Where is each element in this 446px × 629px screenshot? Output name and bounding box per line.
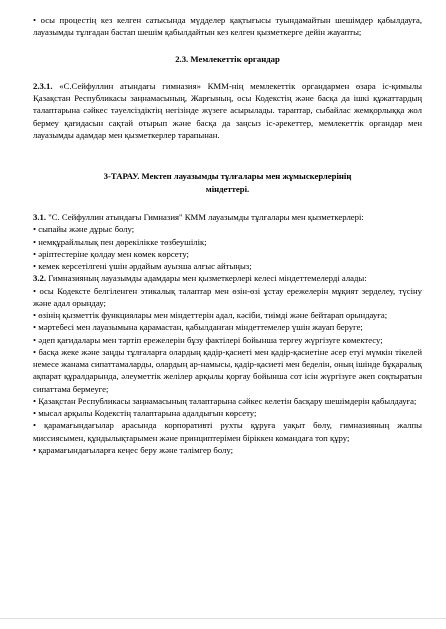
- list-item: • осы Кодексте белгіленген этикалық талаптар мен өзін-өзі ұстау ережелерін мұқият зерделеу, түсіну және адал орындау;: [33, 285, 422, 308]
- paragraph-text: "С. Сейфуллин атындағы Гимназия" КММ лауазымды тұлғалары мен қызметкерлері:: [46, 212, 364, 222]
- paragraph-text: «С.Сейфуллин атындағы гимназия» КММ-нің мемлекеттік органдармен өзара іс-қимылы Қазақстан Республикасы заңнамасының, Жарғының, осы Кодекстің және басқа да ішкі құжаттардың талаптарына сәйкес тәуелсіздіктің негізінде жүзеге асырылады. тараптар, сыбайлас жемқорлыққа жол бермеу қағидасын сақтай отырып және басқа да заңсыз іс-әрекеттер, мемлекеттік органдар мен лауазымды адамдар мен қызметкерлер тарапынан.: [33, 80, 422, 140]
- list-item: • Қазақстан Республикасы заңнамасының талаптарына сәйкес келетін басқару шешімдерін қабылдауға;: [33, 395, 417, 406]
- paragraph-2-3-1: [33, 80, 422, 141]
- list-item: • басқа жеке және заңды тұлғаларға олардың қадір-қасиеті мен қадір-қасиетіне әсер етуі мүмкін тікелей немесе жанама сипаттамаларды, олардың ар-намысы, қадір-қасиеті мен беделін, оның ішінде бұқаралық ақпарат құралдарында, әлеуметтік желілер арқылы қорғау бойынша сот ісін жүргізуге әкеп соқтыратын сипаттама бермеуге;: [33, 346, 422, 394]
- list-item: • сыпайы және дұрыс болу;: [33, 224, 135, 235]
- section-heading-2-3: 2.3. Мемлекеттік органдар: [175, 53, 280, 64]
- list-item: • әріптестеріне қолдау мен көмек көрсету;: [33, 248, 189, 259]
- paragraph-3-2: [33, 272, 422, 284]
- list-item: • мысал арқылы Кодекстің талаптарына адалдығын көрсету;: [33, 408, 257, 418]
- list-item: • өзінің қызметтік функциялары мен міндеттерін адал, кәсіби, тиімді және бейтарап орындауға;: [33, 310, 388, 320]
- chapter-heading-line-1: 3-ТАРАУ. Мектеп лауазымды тұлғалары мен жұмыскерлерінің: [103, 171, 352, 181]
- list-item: • немқұрайлылық пен дөрекілікке төзбеушілік;: [33, 236, 207, 247]
- paragraph-number: 3.1.: [33, 212, 47, 222]
- intro-bullet: • осы процестің кез келген сатысында мүдделер қақтығысы туындамайтын шешімдер қабылдауға, лауазымды тұлғадан бастап шешім қабылдайтын кез келген қызметкерге дейін жауапты;: [33, 15, 422, 38]
- list-item: • қарамағындағыларға кеңес беру және тәлімгер болу;: [33, 444, 234, 455]
- paragraph-3-1: [33, 211, 422, 223]
- list-item: • әдеп қағидалары мен тәртіп ережелерін бұзу фактілері бойынша тергеу жүргізуге көмектесу;: [33, 334, 383, 345]
- chapter-3-heading: [33, 170, 422, 196]
- list-item: • кемек керсетілгені үшін әрдайым ауызша алғыс айтыңыз;: [33, 261, 252, 271]
- chapter-heading-line-2: міндеттері.: [205, 184, 250, 194]
- list-item: • мәртебесі мен лауазымына қарамастан, қабылданған міндеттемелер үшін жауап беруге;: [33, 322, 363, 333]
- paragraph-number: 2.3.1.: [33, 80, 53, 91]
- paragraph-text: Гимназияның лауазымды адамдары мен қызметкерлері келесі міндеттемелерді алады:: [46, 273, 367, 284]
- paragraph-number: 3.2.: [33, 273, 47, 284]
- list-item: • қарамағындағылар арасында корпоративті рухты құруға уақыт бөлу, гимназияның жалпы миссиясымен, құндылықтарымен және принциптерімен біріккен командаға топ құру;: [33, 420, 422, 443]
